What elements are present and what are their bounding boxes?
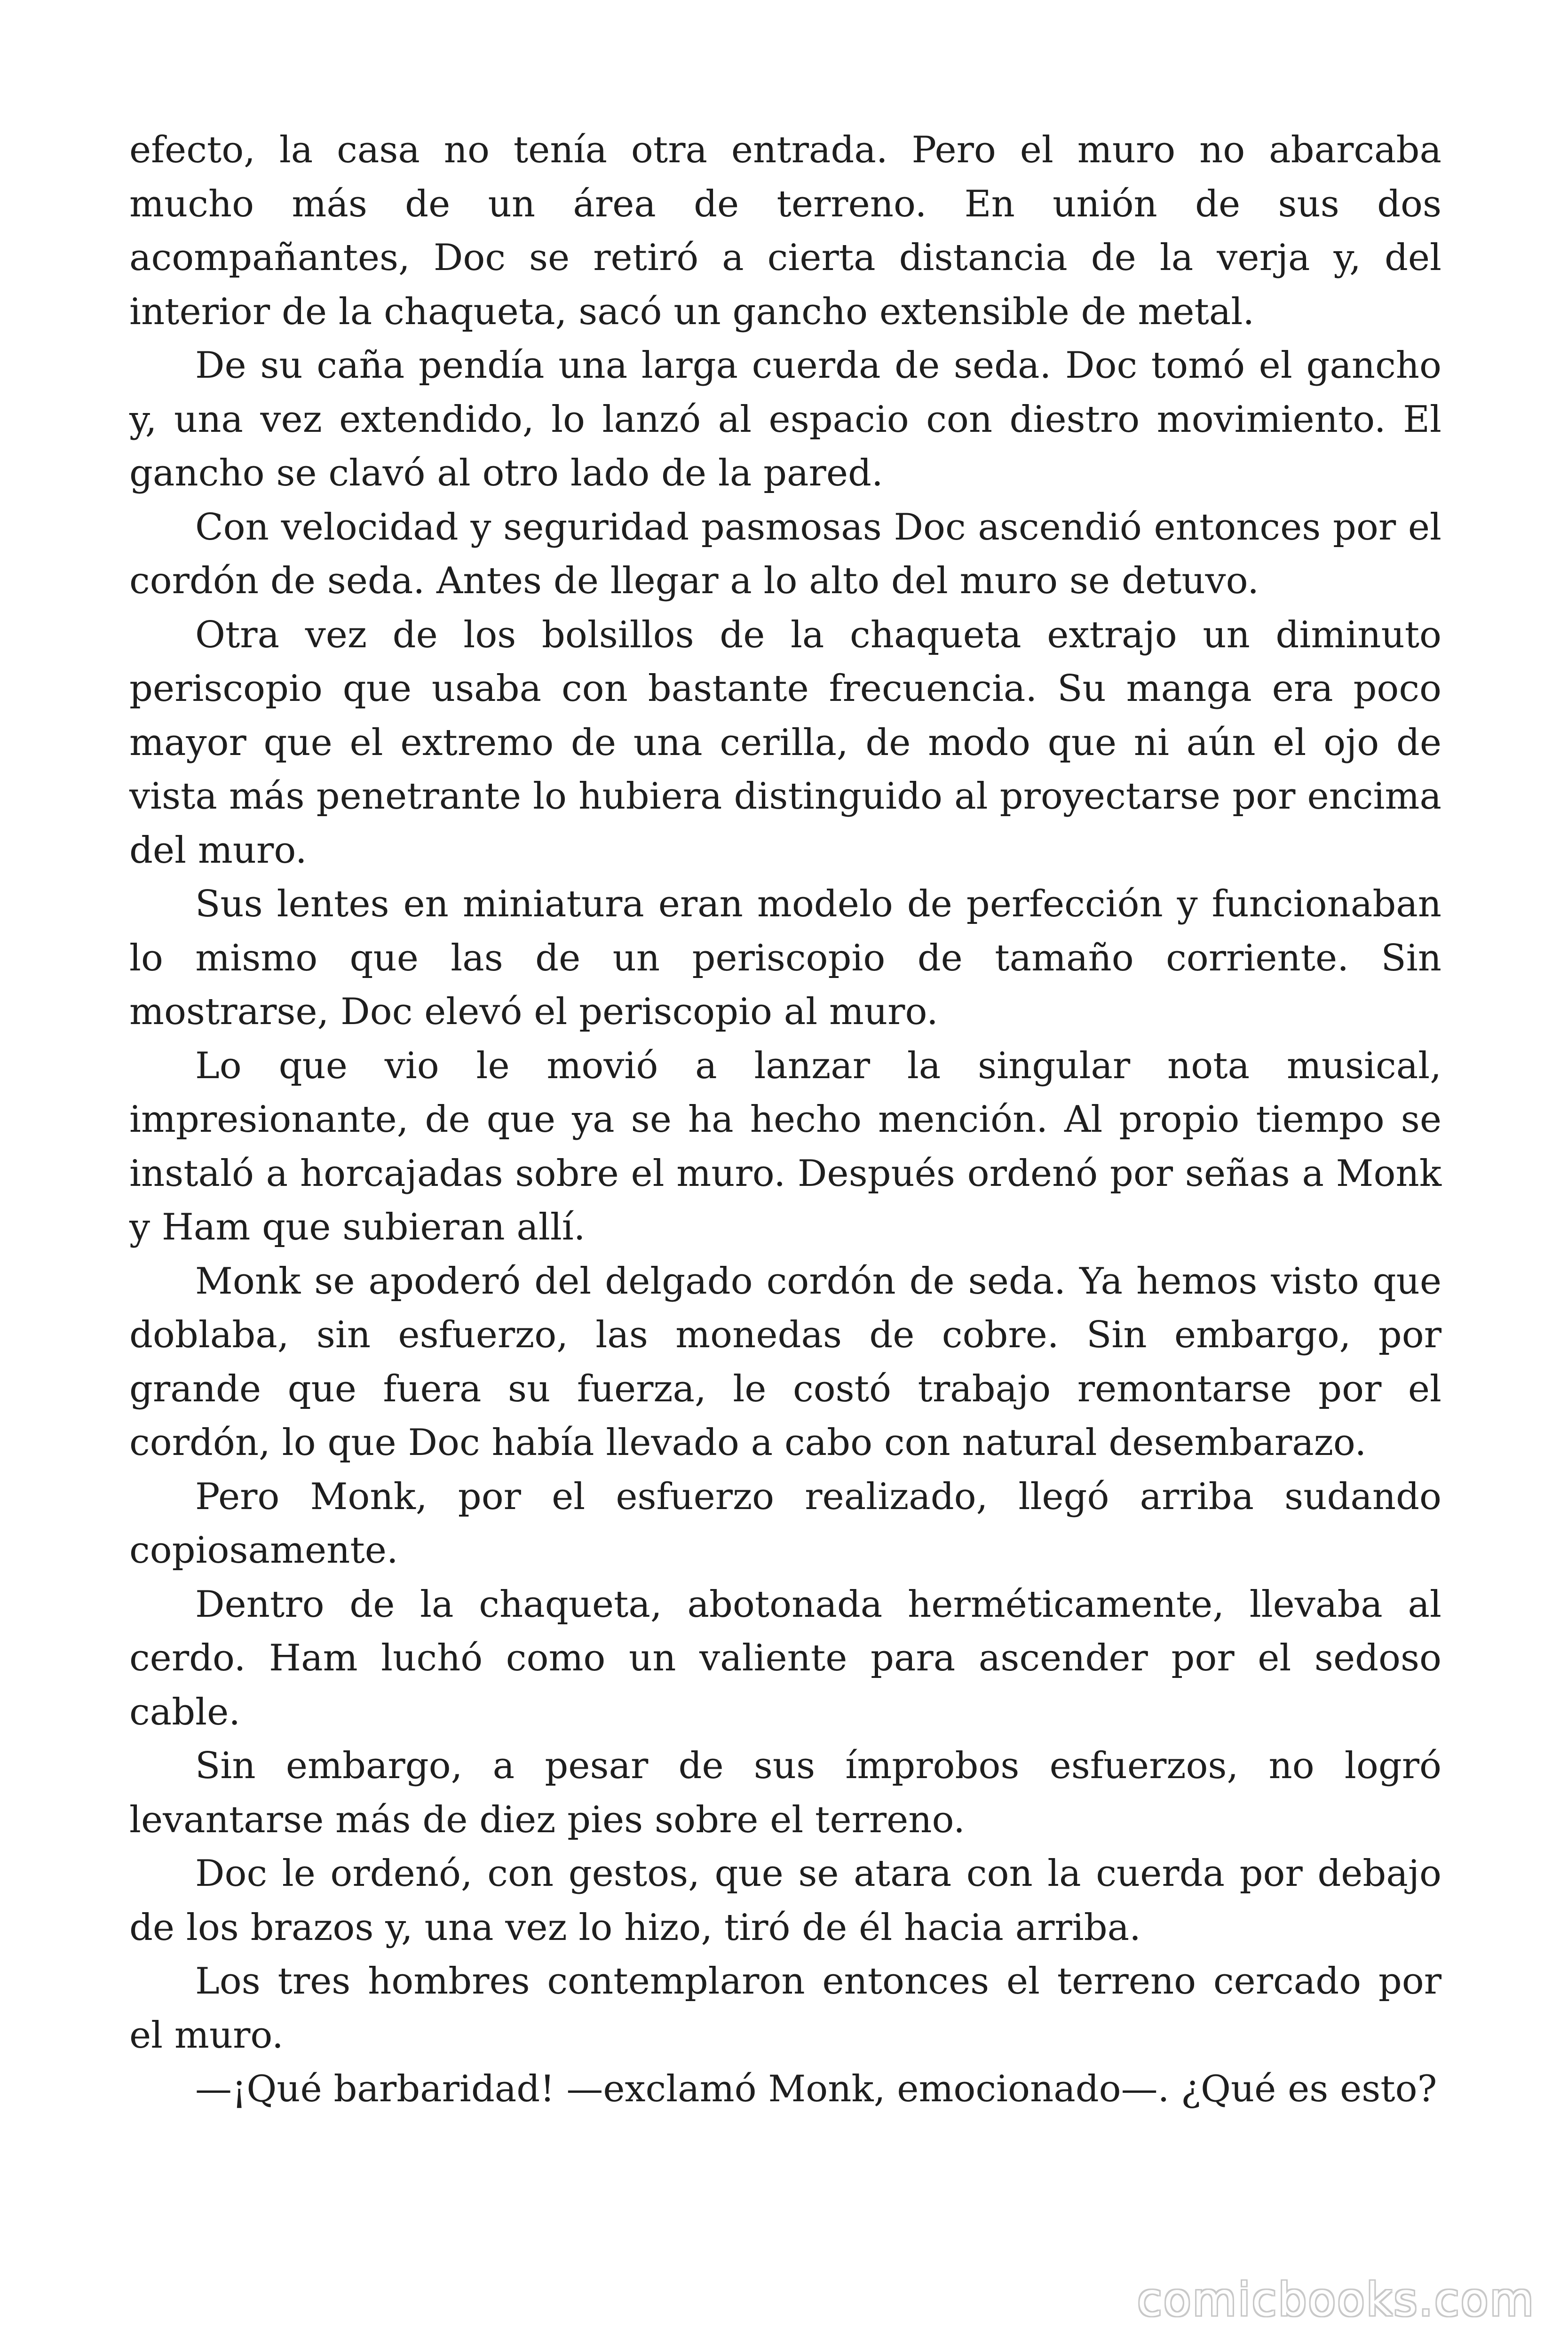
paragraph: Dentro de la chaqueta, abotonada herméticamente, llevaba al cerdo. Ham luchó como un valiente para ascender por el sedoso cable.: [129, 1583, 1441, 1733]
paragraph: Doc le ordenó, con gestos, que se atara con la cuerda por debajo de los brazos y, una vez lo hizo, tiró de él hacia arriba.: [129, 1852, 1441, 1949]
paragraph: Lo que vio le movió a lanzar la singular nota musical, impresionante, de que ya se ha hecho mención. Al propio tiempo se instaló a horcajadas sobre el muro. Después ordenó por señas a Monk y Ham que subieran allí.: [129, 1044, 1441, 1248]
paragraph: Sin embargo, a pesar de sus ímprobos esfuerzos, no logró levantarse más de diez pies sobre el terreno.: [129, 1745, 1441, 1841]
paragraph: —¡Qué barbaridad! —exclamó Monk, emocionado—. ¿Qué es esto?: [195, 2068, 1437, 2110]
paragraph: Otra vez de los bolsillos de la chaqueta extrajo un diminuto periscopio que usaba con bastante frecuencia. Su manga era poco mayor que el extremo de una cerilla, de modo que ni aún el ojo de vista más penetrante lo hubiera distinguido al proyectarse por encima del muro.: [129, 613, 1441, 872]
paragraph: Sus lentes en miniatura eran modelo de perfección y funcionaban lo mismo que las de un periscopio de tamaño corriente. Sin mostrarse, Doc elevó el periscopio al muro.: [129, 883, 1441, 1033]
paragraph: De su caña pendía una larga cuerda de seda. Doc tomó el gancho y, una vez extendido, lo lanzó al espacio con diestro movimiento. El gancho se clavó al otro lado de la pared.: [129, 344, 1441, 494]
paragraph: Los tres hombres contemplaron entonces el terreno cercado por el muro.: [129, 1960, 1441, 2057]
paragraph: efecto, la casa no tenía otra entrada. Pero el muro no abarcaba mucho más de un área de terreno. En unión de sus dos acompañantes, Doc se retiró a cierta distancia de la verja y, del interior de la chaqueta, sacó un gancho extensible de metal.: [129, 129, 1441, 333]
body-text: [129, 123, 1441, 2116]
watermark-logo: comicbooks.com: [1137, 2273, 1535, 2326]
paragraph: Con velocidad y seguridad pasmosas Doc ascendió entonces por el cordón de seda. Antes de llegar a lo alto del muro se detuvo.: [129, 506, 1441, 602]
paragraph: Pero Monk, por el esfuerzo realizado, llegó arriba sudando copiosamente.: [129, 1475, 1441, 1572]
paragraph: Monk se apoderó del delgado cordón de seda. Ya hemos visto que doblaba, sin esfuerzo, las monedas de cobre. Sin embargo, por grande que fuera su fuerza, le costó trabajo remontarse por el cordón, lo que Doc había llevado a cabo con natural desembarazo.: [129, 1260, 1441, 1464]
